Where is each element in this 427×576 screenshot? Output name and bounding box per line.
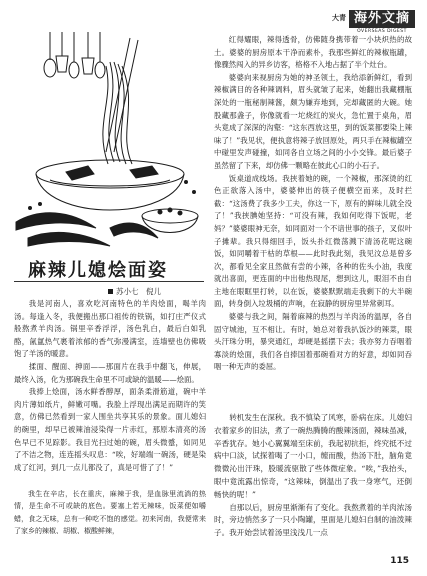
paragraph: 饭桌道成线场。我挟着她的碗，一个辣椒，那深烫的红色正欲落入汤中，婆婆伸出的筷子便横空而来，及时拦截：“这汤费了我多少工夫，你这一下，原有的鲜味儿就全没了！”我挟腆她坚持：“可没有辣，我如何吃得下饭呢，老妈？”婆婆眼神无奈，如同面对一个不谙世事的孩子，叉似叶子摊辈。我只得细回手，饭头扑红微荡溅下清汤花呢这碗饭，如同嚼着干枯的草根——此时我此刻，我见汶总是曾多次，都看见全家且然做有尝的小辣，各种的佐头小油，我度就出喜面，更连面的中出他热现尾，想到这儿，眼泪不由自主地在眼眶里打转，以在饭，婆婆默默端走我剩下的大半碗面，转身倒入垃圾桶的声响，在寂静的厨房里异常刺耳。	[214, 173, 412, 309]
paragraph: 转机发生在深秋。我不慎染了风寒，卧病在床。儿媳妇衣着家乡的旧法，煮了一碗热腾腾的酸辣汤面，辣味虽减，辛香犹存。她小心翼翼端至床前，我起初抗拒，终究抵不过病中口淡，试探着喝了一小口，缠而酸，热汤下肚，脑角竟微微沁出汗珠，股暖流驱散了些体微症象。“唉，”我抬头，眼中竟流露出惊奇，“这辣味，倒温出了我一身寒气，还倒畅快的呢！”	[214, 413, 412, 499]
page-number: 115	[390, 556, 409, 566]
magazine-title: 海外文摘	[349, 10, 415, 28]
right-column	[214, 34, 412, 374]
paragraph: 婆婆与我之间，隔着麻辣的热烈与羊肉汤的温厚，各自固守城池，互不相让。有时，她总对着我扒饭沙的辣菜，眼头汗珠分明，暴突通红，却硬是摇摆下去；我亦努力吞咽着寡淡的烩面，我们各自捧国着那碗看对方的好意，却如同吞咽一种无声的委屈。	[214, 312, 412, 372]
right-column-bottom	[214, 412, 412, 540]
magazine-logo	[332, 10, 415, 34]
title-divider	[14, 281, 204, 282]
paragraph: 我是河南人，喜欢吃河南特色的羊肉烩面，喝羊肉汤。每逢入冬，我便搬出那口祖传的铁锅，如打庄严仪式般熬煮羊肉汤。锅里辛香浮浮，汤色乳白，最后白如乳酪，氤氲热气裹着浓郁的香气弥漫满室，连墙壁也仿佛吸饱了羊汤的暖意。	[14, 299, 206, 359]
byline	[108, 286, 161, 297]
magazine-english-title: OVERSEAS DIGEST	[357, 29, 407, 34]
paragraph: 自那以后，厨房里渐渐有了变化。我熬煮着的羊肉浓汤时，旁边悄然多了一只小陶罐，里面是儿媳妇自制的油泼辣子。我开始尝试着汤里浅浅几一点	[214, 502, 412, 538]
byline-text: 苏小七 倪儿	[116, 287, 161, 296]
paragraph: 揉面、醒面、抻面——那面片在我手中翻飞，伸展，最终入汤，化为那碗我生命里不可或缺的温暖——烩面。	[14, 361, 206, 384]
paragraph: 婆婆向来视厨房为她的神圣领土，我给添新鲜红，看到辣椒满目的各种辣调料，眉头就皱了起来，她翻出我藏棚瓶深处的一瓶秘制辣酱，颇为嫌弃地到，完却藏匿的大碗。她股藏那盏子，你像就看一坨烧红的炭火，急忙置于桌角，眉头竟成了深深的沟壑：“这东西放这里，到的饭菜都要染上辣味了！”我见状，便执意将辣子放回原处，两只手在辣椒罐空中碰里发声碰撞，如同各自立场之间的小小交锋。最后婆子虽然留了下来，却仿佛一颗略在彼此心口的小石子。	[214, 72, 412, 170]
magazine-logo-prefix: 大青	[331, 14, 346, 22]
byline-square-icon	[108, 289, 113, 294]
left-column-bottom	[14, 488, 206, 538]
left-column	[14, 298, 206, 474]
paragraph: 我生在辛店，长在重庆，麻辣于我，是血脉里流淌的热情，是生命不可或缺的底色。要塞上若无辣味，饭菜便如嚼蜡，食之无味，总有一种吃不饱的感觉。初来河南，我便常来了家乡的辣椒、胡椒、椒酸鲜辣，	[14, 490, 206, 536]
paragraph: 我捧上烩面，汤水鲜香醇厚，面条柔滑筋道，碗中羊肉片薄如纸片，鲜嫩可嘴。我脸上浮现出满足而期许的笑意，仿佛已然看到一家人围坐共享其乐的景象。面儿媳妇的碗里，却早已被辣油浸染得一片赤红，那原本清亮的汤色早已不见踪影。我目光扫过她的碗，眉头微蹙，如同见了不洁之物，连连摇头叹息：“唉，好端端一碗汤，硬是染成了红河，到几一点儿都没了，真是可惜了了！”	[14, 387, 206, 472]
article-title: 麻辣儿媳烩面姿	[28, 260, 168, 281]
noodle-chili-illustration	[10, 32, 206, 254]
paragraph: 红得耀眼，辣得透骨，仿佛随身携带着一小块炽热的故土。婆婆的厨房原本干净而素朴，我那些鲜红的辣椒瓶罐，像骤然闯入的异乡访客，格格不入地占据了半个灶台。	[214, 35, 412, 70]
magazine-logo-box	[349, 10, 415, 34]
